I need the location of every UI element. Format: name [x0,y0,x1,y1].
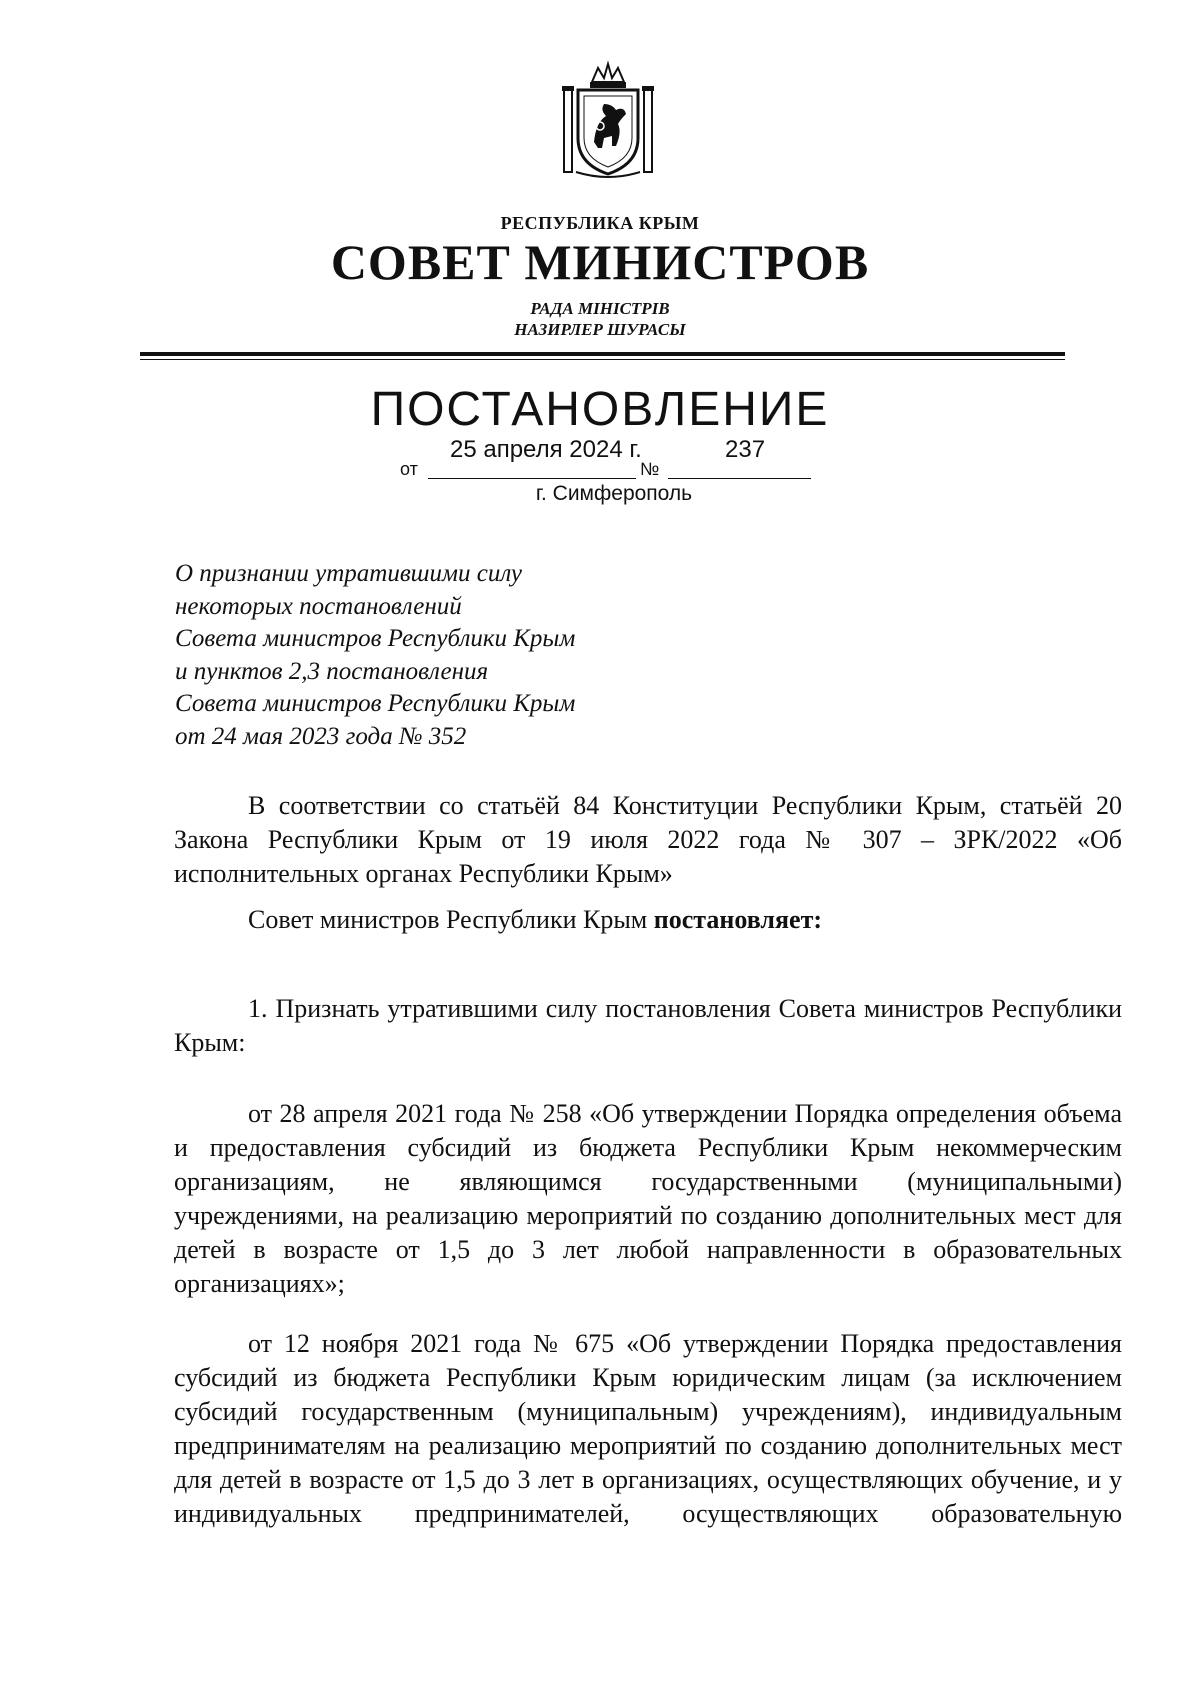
title-line: Совета министров Республики Крым [175,625,576,652]
decree-keyword: постановляет: [653,905,823,934]
title-line: некоторых постановлений [175,592,462,620]
council-title: СОВЕТ МИНИСТРОВ [330,234,870,290]
decree-intro: Совет министров Республики Крым [248,905,654,934]
republic-name: РЕСПУБЛИКА КРЫМ [500,213,700,233]
council-title-crimean-tatar: НАЗИРЛЕР ШУРАСЫ [514,320,686,339]
number-underline [668,478,811,479]
resolution-heading: ПОСТАНОВЛЕНИЕ [370,383,830,436]
header-divider-thick [140,352,1065,356]
item-1b-paragraph: от 12 ноября 2021 года № 675 «Об утверждении Порядка предоставления субсидий из бюджета Республики Крым юридическим лицам (за исключением субсидий государственным (муниципальным) учреждениям), индивидуальным предпринимателям на реализацию мероприятий по созданию дополнительных мест для детей в возрасте от 1,5 до 3 лет в организациях, осуществляющих обучение, и у индивидуальных предпринимателей, осуществляющих образовательную [174,1329,1122,1528]
number-label: № [640,459,660,479]
header-divider-thin [140,359,1065,360]
document-title [175,558,695,753]
council-title-ukrainian: РАДА МІНІСТРІВ [530,299,670,318]
crimea-coat-of-arms-icon [560,60,656,180]
preamble-paragraph: В соответствии со статьёй 84 Конституции Республики Крым, статьёй 20 Закона Республики Крым от 19 июля 2022 года № 307 – ЗРК/2022 «Об исполнительных органах Республики Крым» [174,791,1122,888]
date-label: от [400,459,418,479]
title-line: от 24 мая 2023 года № 352 [175,722,467,750]
date-underline [428,478,636,479]
title-line: Совета министров Республики Крым [175,690,576,717]
item-1-paragraph: 1. Признать утратившими силу постановления Совета министров Республики Крым: [174,994,1122,1057]
item-1a-paragraph: от 28 апреля 2021 года № 258 «Об утверждении Порядка определения объема и предоставления субсидий из бюджета Республики Крым некоммерческим организациям, не являющимся государственными (муниципальными) учреждениями, на реализацию мероприятий по созданию дополнительных мест для детей в возрасте от 1,5 до 3 лет любой направленности в образовательных организациях»; [174,1099,1122,1298]
resolution-number: 237 [725,436,766,463]
title-line: О признании утратившими силу [175,560,523,587]
resolution-date: 25 апреля 2024 г. [450,436,642,463]
decree-paragraph [174,903,1122,937]
city: г. Симферополь [535,482,693,505]
title-line: и пунктов 2,3 постановления [175,657,489,685]
